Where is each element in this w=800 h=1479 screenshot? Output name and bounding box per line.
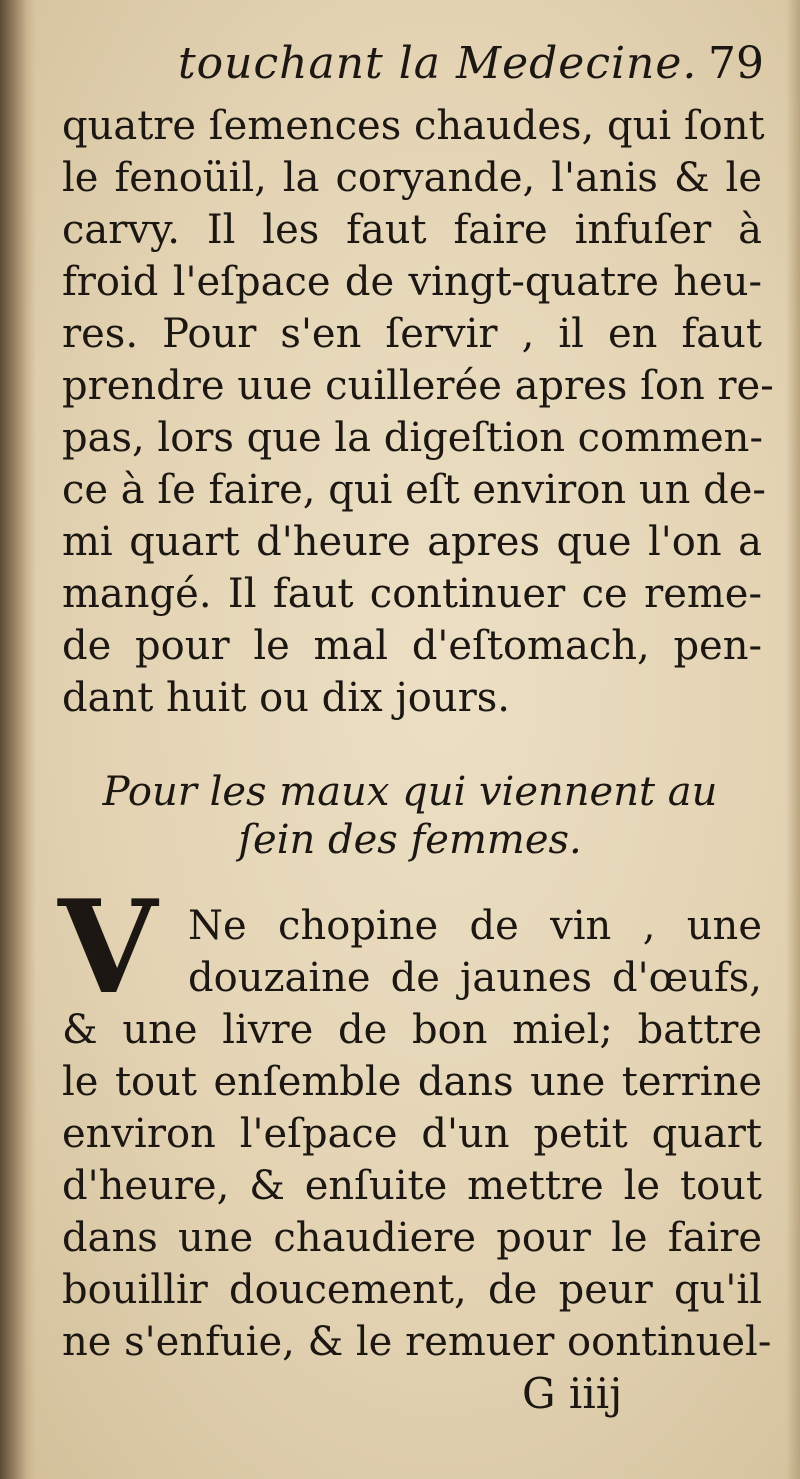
paragraph-2-indented [188,900,762,1004]
section-heading-line-2: ſein des femmes. [238,817,582,863]
binding-gutter [0,0,36,1479]
paragraph-1 [62,100,774,724]
text-line: ne s'enfuie, & le remuer oontinuel- [62,1319,772,1365]
text-line: carvy. Il les faut faire infuſer à [62,207,762,253]
page-edge [786,0,800,1479]
running-title: touchant la Medecine. [178,38,698,89]
text-line: dans une chaudiere pour le faire [62,1215,762,1261]
text-line: de pour le mal d'eſtomach, pen- [62,623,762,669]
text-line: res. Pour s'en ſervir , il en faut [62,311,762,357]
text-line: mangé. Il faut continuer ce reme- [62,571,762,617]
text-line: & une livre de bon miel; battre [62,1007,762,1053]
text-line: prendre uue cuillerée apres ſon re- [62,363,774,409]
text-line: douzaine de jaunes d'œufs, [188,955,762,1001]
text-line: dant huit ou dix jours. [62,675,510,721]
text-line: froid l'eſpace de vingt-quatre heu- [62,259,762,305]
text-line: pas, lors que la digeſtion commen- [62,415,763,461]
text-line: mi quart d'heure apres que l'on a [62,519,762,565]
signature-mark: G iiij [522,1369,623,1418]
drop-cap: V [58,873,158,1023]
text-line: d'heure, & enſuite mettre le tout [62,1163,762,1209]
text-line: ce à ſe faire, qui eſt environ un de- [62,467,766,513]
text-line: environ l'eſpace d'un petit quart [62,1111,762,1157]
text-line: le tout enſemble dans une terrine [62,1059,762,1105]
text-line: bouillir doucement, de peur qu'il [62,1267,762,1313]
paragraph-2 [62,1004,772,1368]
text-line: Ne chopine de vin , une [188,903,762,949]
text-line: quatre ſemences chaudes, qui ſont [62,103,765,149]
text-line: le fenoüil, la coryande, l'anis & le [62,155,762,201]
page-header [60,38,772,98]
section-heading-line-1: Pour les maux qui viennent au [102,769,718,815]
page-number: 79 [708,38,764,89]
